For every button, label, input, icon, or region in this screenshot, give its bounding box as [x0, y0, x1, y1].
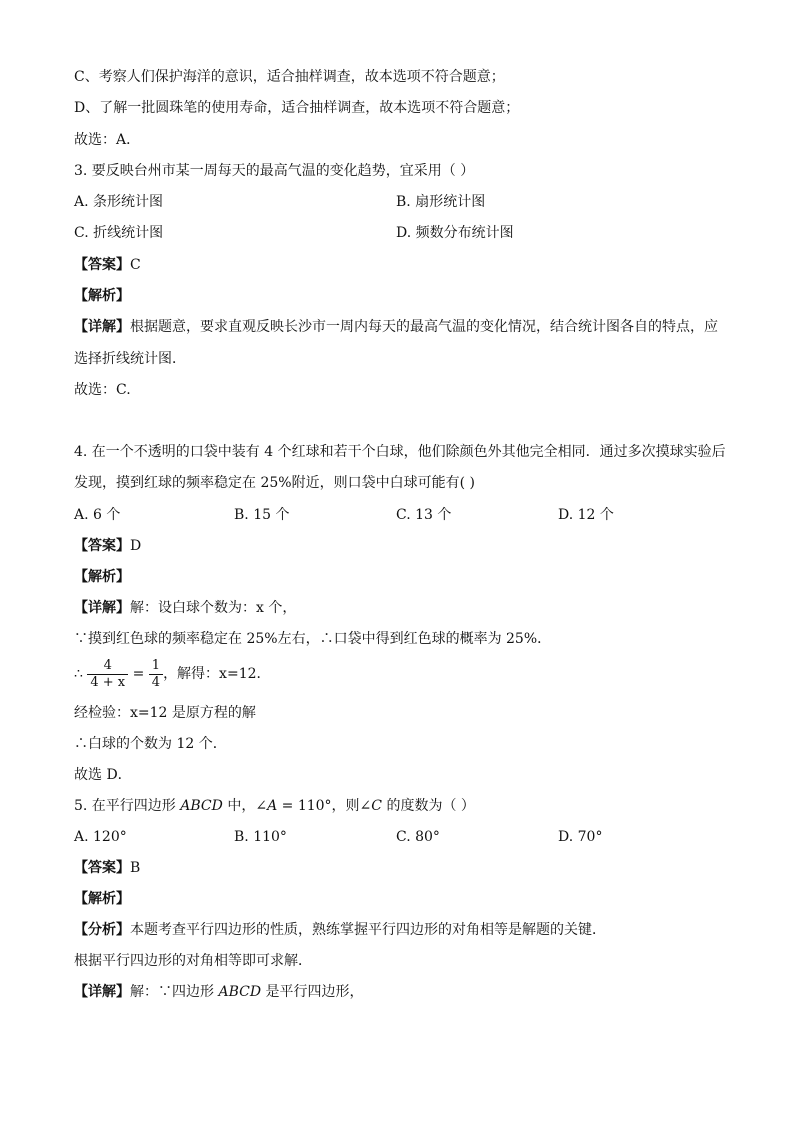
q4-choice: 故选 D． — [74, 767, 132, 783]
fraction-denominator: 4 — [149, 674, 163, 691]
q5-fenxi-2: 根据平行四边形的对角相等即可求解． — [74, 953, 312, 969]
fenxi-text: 本题考查平行四边形的性质，熟练掌握平行四边形的对角相等是解题的关键． — [130, 922, 606, 938]
q3-detail-2: 选择折线统计图． — [74, 351, 186, 367]
detail-label: 【详解】 — [74, 984, 130, 1000]
detail-text: 解：设白球个数为：x 个， — [130, 600, 297, 616]
detail-text: 解：∵四边形 — [130, 984, 219, 1000]
q4-equation — [74, 656, 271, 692]
parallelogram-name: ABCD — [218, 984, 262, 1000]
q3-option-d: D. 频数分布统计图 — [396, 225, 514, 241]
q4-answer — [74, 537, 141, 555]
answer-value: C — [130, 257, 141, 273]
answer-label: 【答案】 — [74, 860, 130, 876]
q4-option-b: B. 15 个 — [234, 507, 290, 523]
fraction-right — [149, 658, 163, 691]
q4-option-d: D. 12 个 — [558, 507, 614, 523]
fraction-denominator: 4 + x — [87, 674, 128, 691]
q4-detail-3: 经检验：x=12 是原方程的解 — [74, 705, 256, 721]
q4-detail-4: ∴白球的个数为 12 个． — [74, 736, 227, 752]
q3-option-b: B. 扇形统计图 — [396, 194, 486, 210]
q3-option-a: A. 条形统计图 — [74, 194, 164, 210]
detail-text: 是平行四边形， — [261, 984, 364, 1000]
answer-value: D — [130, 538, 142, 554]
equation-solution: ，解得：x=12． — [163, 666, 271, 682]
q3-detail-1 — [74, 318, 718, 336]
q2-option-c-explanation: C、考察人们保护海洋的意识，适合抽样调查，故本选项不符合题意； — [74, 69, 505, 85]
q5-fenxi-1 — [74, 921, 606, 939]
q5-option-a: A. 120° — [74, 829, 127, 845]
q2-choice: 故选：A． — [74, 132, 141, 148]
q4-stem-line-1: 4. 在一个不透明的口袋中装有 4 个红球和若干个白球，他们除颜色外其他完全相同．通过多次摸球实验后 — [74, 444, 726, 460]
q4-detail-2: ∵摸到红色球的频率稳定在 25%左右，∴口袋中得到红色球的概率为 25%． — [74, 631, 552, 647]
answer-label: 【答案】 — [74, 538, 130, 554]
angle-a-label: A — [267, 798, 278, 814]
detail-label: 【详解】 — [74, 600, 130, 616]
detail-text: 根据题意，要求直观反映长沙市一周内每天的最高气温的变化情况，结合统计图各自的特点，应 — [130, 319, 718, 335]
equals-sign: = — [132, 666, 145, 682]
q4-detail-1 — [74, 599, 296, 617]
q5-answer — [74, 859, 140, 877]
fraction-left — [87, 658, 128, 691]
q5-option-d: D. 70° — [558, 829, 603, 845]
q3-option-c: C. 折线统计图 — [74, 225, 164, 241]
q5-option-c: C. 80° — [396, 829, 440, 845]
q4-option-c: C. 13 个 — [396, 507, 452, 523]
q3-choice: 故选：C. — [74, 382, 131, 398]
q2-option-d-explanation: D、了解一批圆珠笔的使用寿命，适合抽样调查，故本选项不符合题意； — [74, 100, 520, 116]
detail-label: 【详解】 — [74, 319, 130, 335]
stem-text: 的度数为（ ） — [382, 798, 475, 814]
q4-stem-line-2: 发现，摸到红球的频率稳定在 25%附近，则口袋中白球可能有( ) — [74, 475, 475, 491]
fraction-numerator: 1 — [151, 657, 161, 673]
q3-answer — [74, 256, 141, 274]
answer-value: B — [130, 860, 141, 876]
q5-detail — [74, 983, 364, 1001]
stem-text: = 110°，则∠ — [277, 798, 372, 814]
answer-label: 【答案】 — [74, 257, 130, 273]
q4-analysis-label: 【解析】 — [74, 569, 130, 585]
parallelogram-name: ABCD — [180, 798, 223, 814]
therefore-symbol: ∴ — [74, 666, 83, 682]
q5-stem — [74, 797, 475, 815]
q5-analysis-label: 【解析】 — [74, 891, 130, 907]
stem-text: 5. 在平行四边形 — [74, 798, 181, 814]
stem-text: 中，∠ — [222, 798, 268, 814]
q5-option-b: B. 110° — [234, 829, 287, 845]
q3-analysis-label: 【解析】 — [74, 288, 130, 304]
angle-c-label: C — [371, 798, 382, 814]
fraction-numerator: 4 — [103, 657, 112, 673]
q4-option-a: A. 6 个 — [74, 507, 121, 523]
q3-stem: 3. 要反映台州市某一周每天的最高气温的变化趋势，宜采用（ ） — [74, 163, 475, 179]
fenxi-label: 【分析】 — [74, 922, 130, 938]
